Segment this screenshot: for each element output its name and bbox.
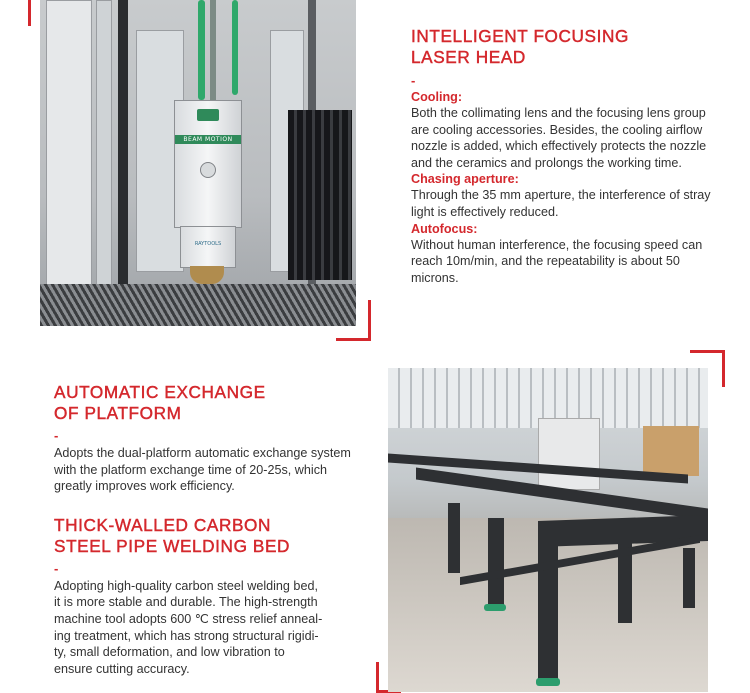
laser-head-photo [40,0,356,326]
welding-bed-line: machine tool adopts 600 ℃ stress relief anneal- [54,611,323,626]
platform-title-line2: OF PLATFORM [54,403,182,423]
chasing-aperture-label: Chasing aperture: [411,172,519,187]
laser-head-title-line2: LASER HEAD [411,47,526,67]
welding-bed-text [54,578,354,678]
title-dash: - [411,73,416,88]
welding-bed-title [54,515,354,557]
welding-bed-title-line1: THICK-WALLED CARBON [54,514,272,535]
welding-bed-title-line2: STEEL PIPE WELDING BED [54,535,291,556]
welding-bed-photo [388,368,708,692]
platform-text: Adopts the dual-platform automatic exchange system with the platform exchange time of 20-25s, which greatly improves work efficiency. [54,446,351,494]
laser-head-title [411,26,723,68]
platform-title-line1: AUTOMATIC EXCHANGE [54,382,266,402]
chasing-aperture-text: Through the 35 mm aperture, the interference of stray light is effectively reduced. [411,188,711,219]
laser-head-section [411,26,723,286]
autofocus-text: Without human interference, the focusing speed can reach 10m/min, and the repeatability is about 50 microns. [411,237,703,285]
autofocus-label: Autofocus: [411,221,478,236]
brand-label: BEAM MOTION [175,135,241,144]
platform-title [54,382,354,424]
cooling-label: Cooling: [411,90,463,104]
logo-label: RAYTOOLS [194,241,222,247]
welding-bed-line: it is more stable and durable. The high-strength [54,595,318,610]
cooling-text: Both the collimating lens and the focusing lens group are cooling accessories. Besides, the cooling airflow nozzle is added, which effectively protects the nozzle and the ceramics and prolongs the working time. [411,106,707,170]
welding-bed-line: Adopting high-quality carbon steel welding bed, [54,578,318,593]
platform-dash: - [54,428,59,443]
welding-bed-line: ing treatment, which has strong structural rigidi- [54,628,319,643]
welding-bed-line: ensure cutting accuracy. [54,661,190,676]
welding-bed-dash: - [54,560,59,576]
welding-bed-line: ty, small deformation, and low vibration to [54,645,285,660]
laser-head-title-line1: INTELLIGENT FOCUSING [411,26,629,46]
platform-section [54,382,354,677]
